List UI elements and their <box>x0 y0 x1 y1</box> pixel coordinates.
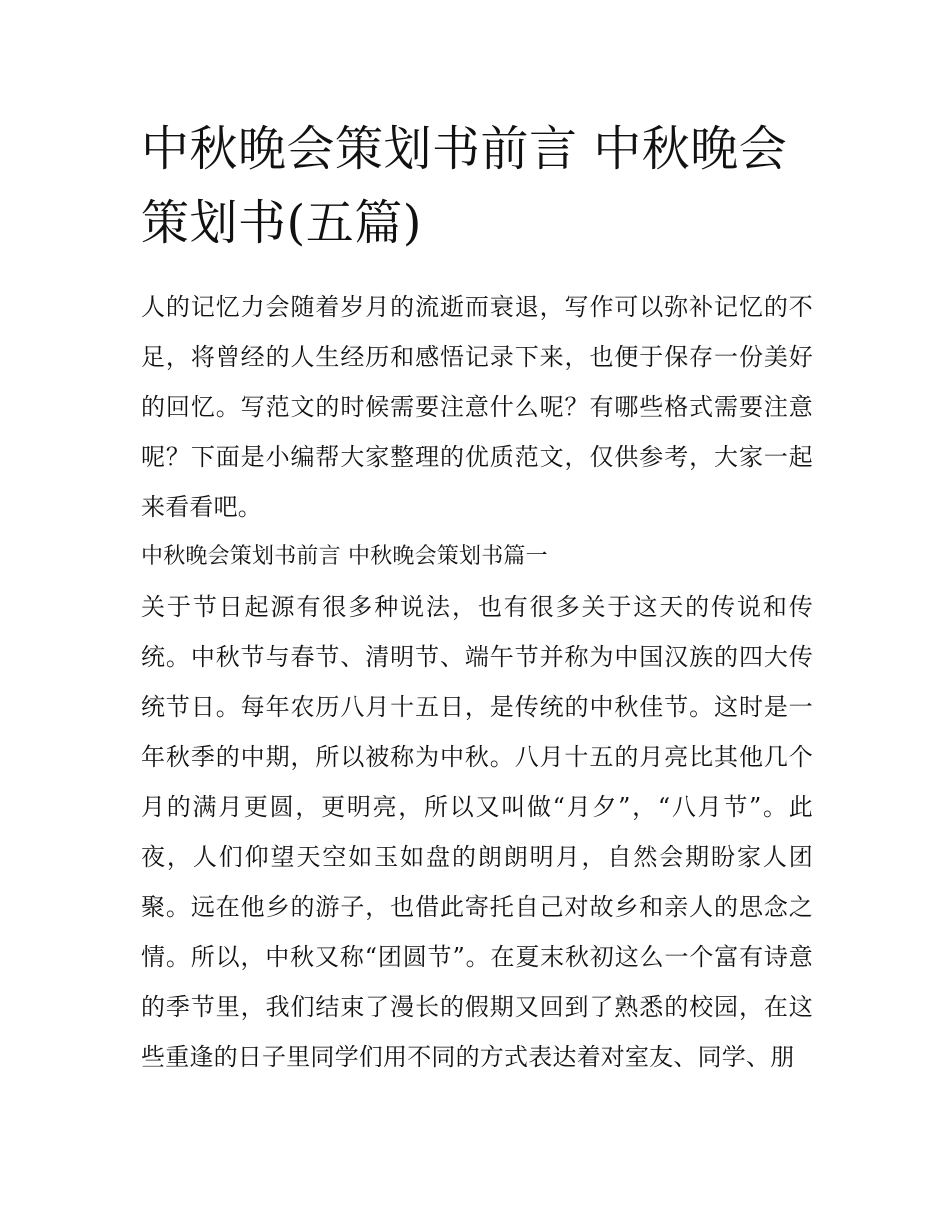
section-heading: 中秋晚会策划书前言 中秋晚会策划书篇一 <box>141 544 548 569</box>
body-paragraph: 关于节日起源有很多种说法，也有很多关于这天的传说和传统。中秋节与春节、清明节、端午节并称为中国汉族的四大传统节日。每年农历八月十五日，是传统的中秋佳节。这时是一年秋季的中期，所以被称为中秋。八月十五的月亮比其他几个月的满月更圆，更明亮，所以又叫做“月夕”，“八月节”。此夜，人们仰望天空如玉如盘的朗朗明月，自然会期盼家人团聚。远在他乡的游子，也借此寄托自己对故乡和亲人的思念之情。所以，中秋又称“团圆节”。在夏末秋初这么一个富有诗意的季节里，我们结束了漫长的假期又回到了熟悉的校园，在这些重逢的日子里同学们用不同的方式表达着对室友、同学、朋 <box>141 593 813 1071</box>
document-title: 中秋晚会策划书前言 中秋晚会策划书(五篇) <box>141 121 788 251</box>
intro-paragraph: 人的记忆力会随着岁月的流逝而衰退，写作可以弥补记忆的不足，将曾经的人生经历和感悟记录下来，也便于保存一份美好的回忆。写范文的时候需要注意什么呢？有哪些格式需要注意呢？下面是小编帮大家整理的优质范文，仅供参考，大家一起来看看吧。 <box>141 293 813 521</box>
document-content <box>141 112 813 1082</box>
